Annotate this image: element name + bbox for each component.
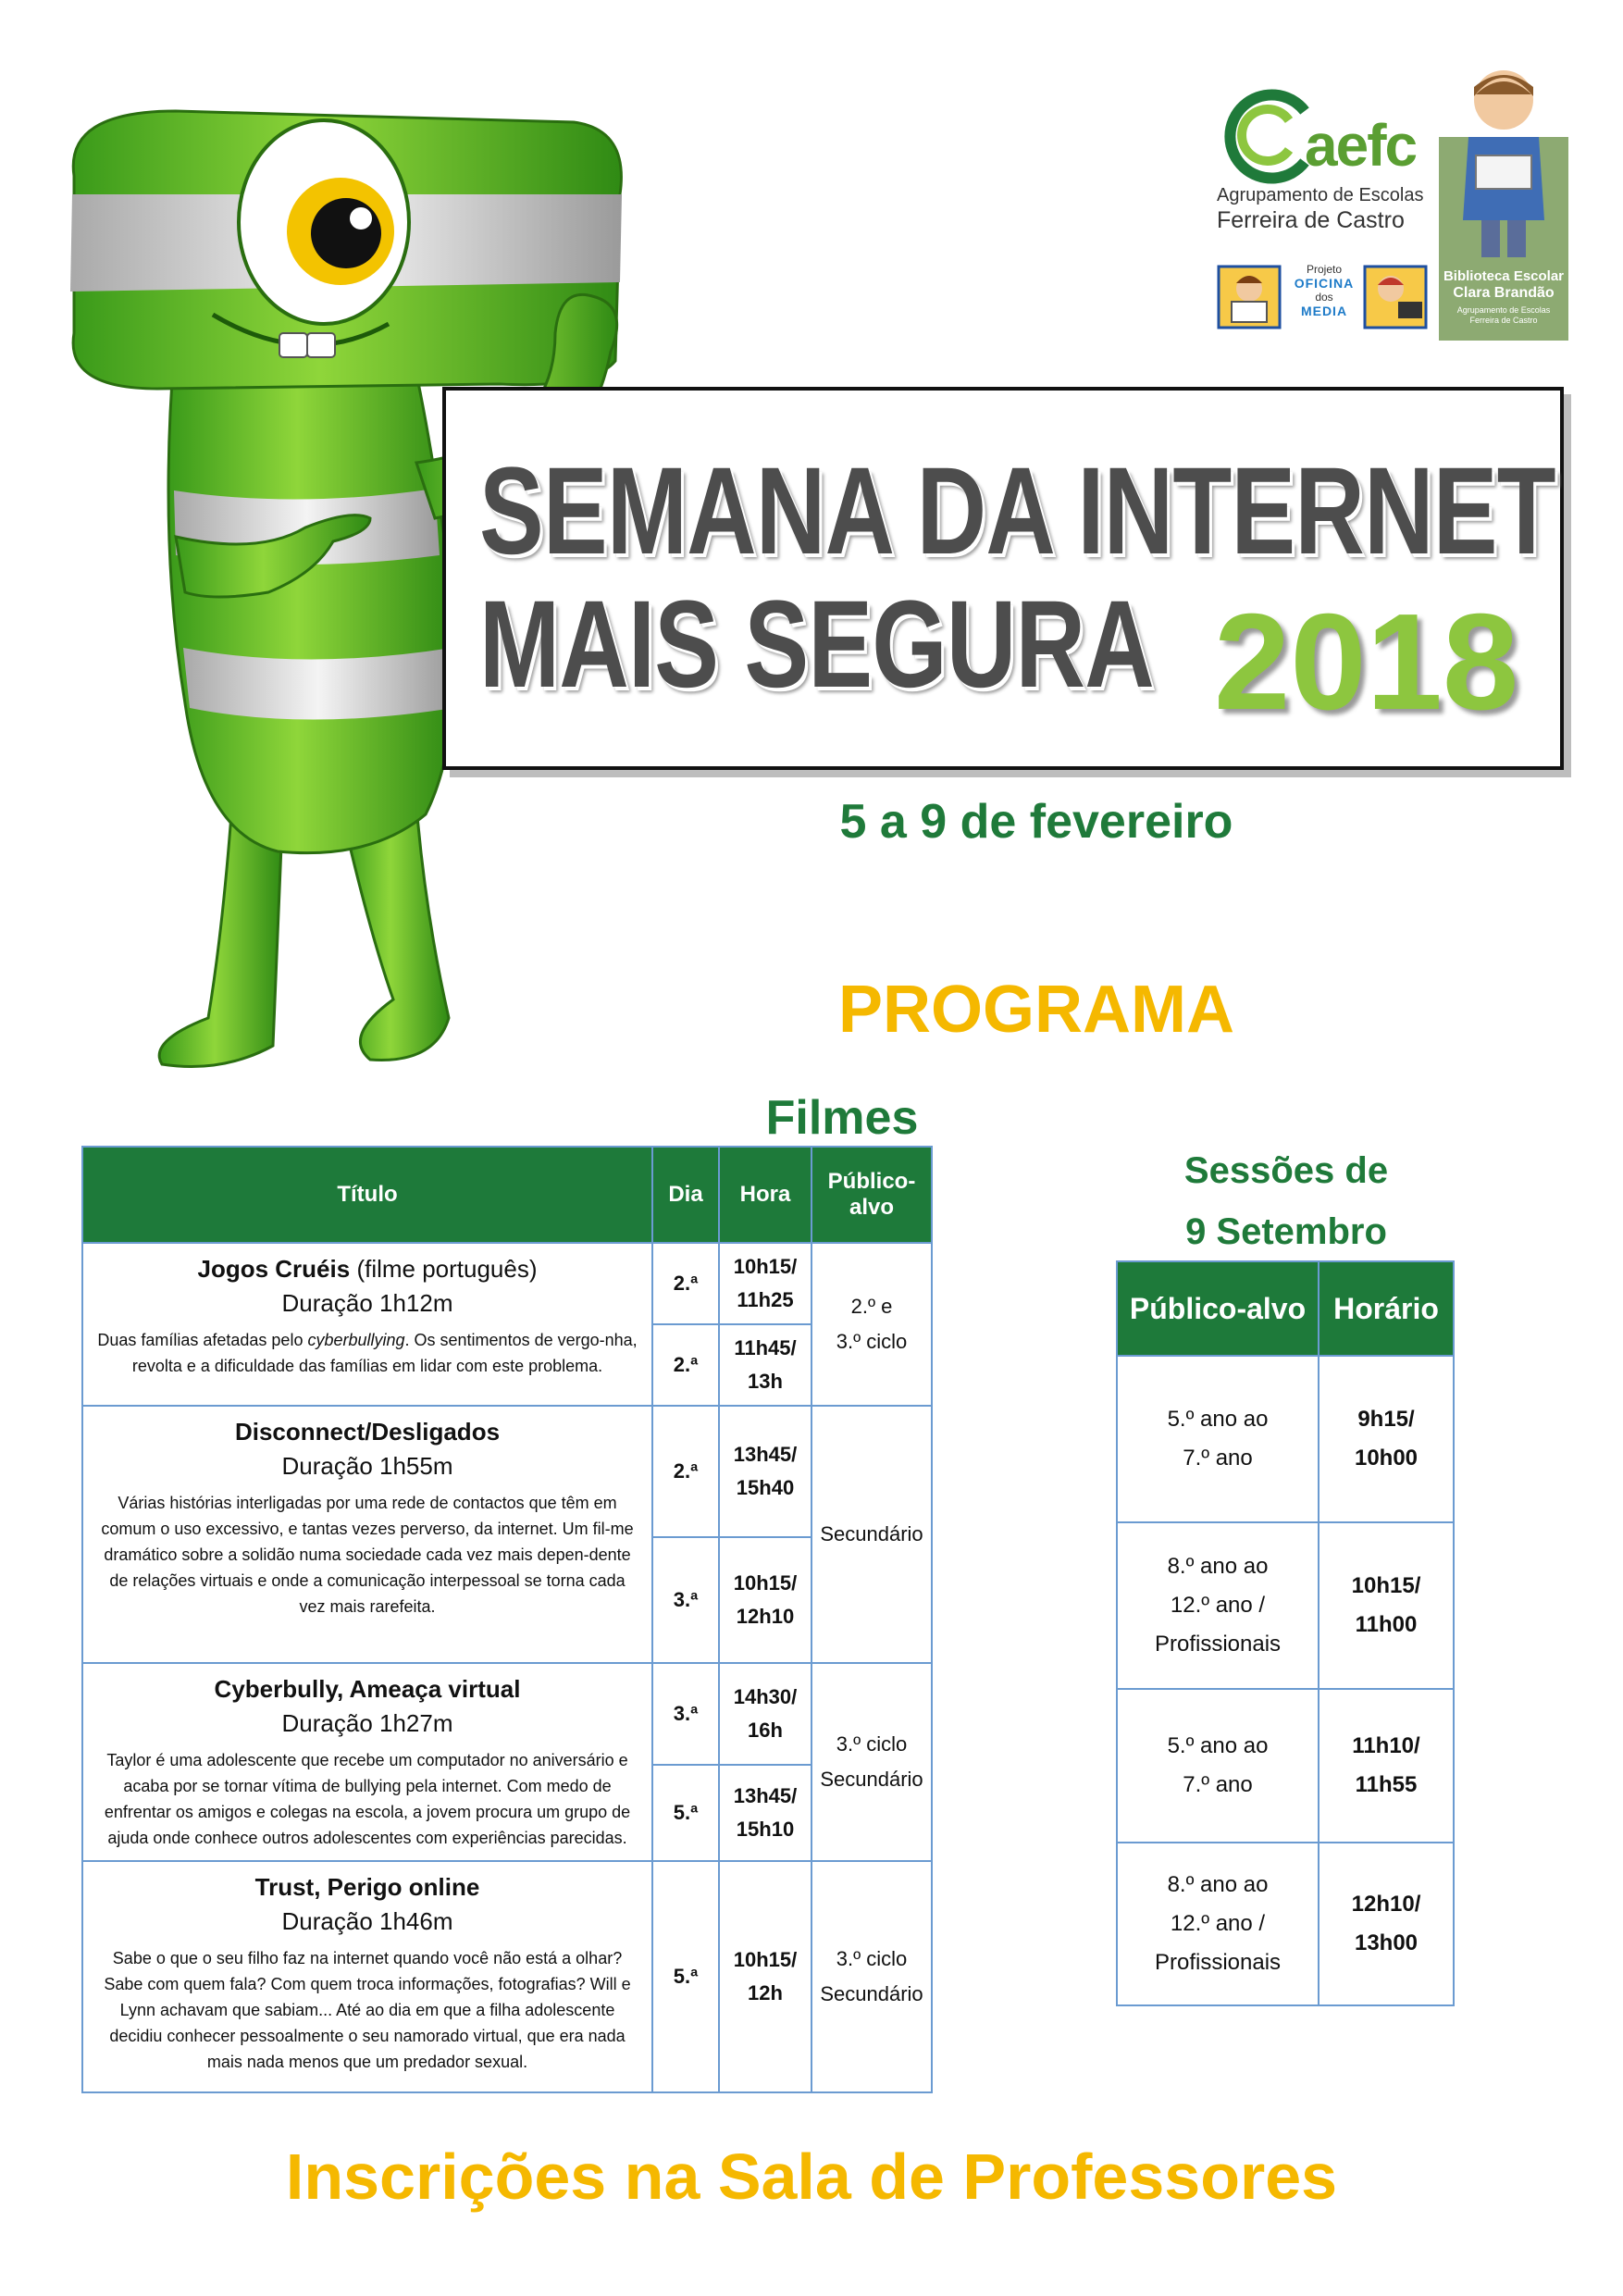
- session-day: 2.ª: [652, 1324, 719, 1406]
- session-time: 12h10/ 13h00: [1319, 1843, 1454, 2005]
- aefc-logo: [1217, 74, 1430, 236]
- title-line2: MAIS SEGURA: [479, 576, 1154, 714]
- sessoes-heading: [1101, 1140, 1471, 1262]
- film-description: [82, 1243, 652, 1406]
- reading-child-icon: [1448, 63, 1559, 267]
- biblioteca-line4: Ferreira de Castro: [1469, 316, 1538, 325]
- header-horario: Horário: [1319, 1261, 1454, 1356]
- film-title: Trust, Perigo online: [254, 1873, 480, 1901]
- film-duration: Duração 1h46m: [281, 1907, 453, 1935]
- films-header-row: [82, 1147, 932, 1243]
- session-day: 2.ª: [652, 1406, 719, 1537]
- oficina-text: [1287, 263, 1361, 318]
- film-audience: 3.º ciclo Secundário: [812, 1861, 932, 2092]
- title-line1: SEMANA DA INTERNET: [479, 442, 1555, 580]
- table-row: [1117, 1356, 1454, 1522]
- session-audience: 5.º ano ao 7.º ano: [1117, 1689, 1319, 1843]
- session-time: 13h45/ 15h40: [719, 1406, 812, 1537]
- biblioteca-line3-4: [1439, 305, 1568, 326]
- film-synopsis: Taylor é uma adolescente que recebe um computador no aniversário e acaba por se tornar vítima de bullying pela internet. Com medo de enfrentar os amigos e colegas na escola, a jovem procura um grupo de ajuda onde conhece outros adolescentes com experiências parecidas.: [104, 1751, 631, 1847]
- sessions-header-row: [1117, 1261, 1454, 1356]
- table-row: [82, 1406, 932, 1537]
- biblioteca-line2: Clara Brandão: [1453, 285, 1555, 301]
- film-title: Disconnect/Desligados: [234, 1418, 501, 1446]
- film-synopsis: Várias histórias interligadas por uma rede de contactos que têm em comum o uso excessivo, e tantas vezes perverso, da internet. Um fil-me dramático sobre a solidão numa sociedade cada vez mais depen-dente de relações virtuais e onde a comunicação interpessoal se torna cada vez mais rarefeita.: [101, 1494, 634, 1616]
- filmes-heading: Filmes: [765, 1091, 919, 1145]
- films-table: [81, 1146, 933, 2093]
- session-audience: 8.º ano ao 12.º ano / Profissionais: [1117, 1843, 1319, 2005]
- biblioteca-line1: Biblioteca Escolar: [1443, 268, 1565, 284]
- film-duration: Duração 1h27m: [281, 1709, 453, 1737]
- sessions-table: [1116, 1260, 1455, 2006]
- film-title: Cyberbully, Ameaça virtual: [214, 1675, 521, 1703]
- film-audience: 3.º ciclo Secundário: [812, 1663, 932, 1861]
- oficina-media-logo: [1217, 261, 1430, 335]
- header-dia: Dia: [652, 1147, 719, 1243]
- session-time: 13h45/ 15h10: [719, 1765, 812, 1861]
- film-audience: Secundário: [812, 1406, 932, 1663]
- header-publico-alvo: Público-alvo: [1117, 1261, 1319, 1356]
- kid-camera-icon: [1363, 265, 1428, 329]
- aefc-swirl-icon: [1217, 83, 1319, 185]
- session-time: 10h15/ 11h25: [719, 1243, 812, 1324]
- session-day: 2.ª: [652, 1243, 719, 1324]
- header-publico-line2: alvo: [849, 1195, 895, 1220]
- session-time: 10h15/ 11h00: [1319, 1522, 1454, 1689]
- session-day: 3.ª: [652, 1663, 719, 1765]
- programa-heading: PROGRAMA: [838, 973, 1234, 1047]
- session-audience: 5.º ano ao 7.º ano: [1117, 1356, 1319, 1522]
- header-hora: Hora: [719, 1147, 812, 1243]
- sessoes-heading-line2: 9 Setembro: [1185, 1211, 1387, 1252]
- session-time: 10h15/ 12h: [719, 1861, 812, 2092]
- session-day: 3.ª: [652, 1537, 719, 1663]
- film-synopsis: Sabe o que o seu filho faz na internet quando você não está a olhar? Sabe com quem fala? Com quem troca informações, fotografias? Will e Lynn achavam que sabiam... Até ao dia em que a filha adolescente decidiu conhecer pessoalmente o seu namorado virtual, que era nada mais nada menos que um predador sexual.: [104, 1949, 631, 2071]
- biblioteca-logo: [1439, 63, 1568, 341]
- session-time: 11h10/ 11h55: [1319, 1689, 1454, 1843]
- aefc-wordmark: aefc: [1305, 112, 1417, 179]
- film-description: [82, 1861, 652, 2092]
- aefc-line2: Ferreira de Castro: [1217, 207, 1405, 233]
- oficina-line3: dos: [1315, 291, 1333, 304]
- film-audience: 2.º e 3.º ciclo: [812, 1243, 932, 1406]
- session-audience: 8.º ano ao 12.º ano / Profissionais: [1117, 1522, 1319, 1689]
- footer-registration: Inscrições na Sala de Professores: [285, 2141, 1338, 2213]
- table-row: [82, 1861, 932, 2092]
- oficina-line2: OFICINA: [1294, 276, 1355, 291]
- session-time: 14h30/ 16h: [719, 1663, 812, 1765]
- session-time: 9h15/ 10h00: [1319, 1356, 1454, 1522]
- film-description: [82, 1663, 652, 1861]
- film-synopsis: Duas famílias afetadas pelo cyberbullying. Os sentimentos de vergo-nha, revolta e a dificuldade das famílias em lidar com este problema.: [97, 1331, 638, 1375]
- table-row: [82, 1243, 932, 1324]
- film-duration: Duração 1h12m: [281, 1289, 453, 1317]
- film-title: Jogos Cruéis (filme português): [197, 1255, 538, 1283]
- film-duration: Duração 1h55m: [281, 1452, 453, 1480]
- table-row: [82, 1663, 932, 1765]
- session-day: 5.ª: [652, 1861, 719, 2092]
- table-row: [1117, 1843, 1454, 2005]
- title-year: 2018: [1214, 586, 1519, 738]
- header-titulo: Título: [82, 1147, 652, 1243]
- event-dates: 5 a 9 de fevereiro: [839, 795, 1233, 849]
- header-publico-line1: Público-: [827, 1169, 916, 1194]
- title-box: [442, 387, 1564, 770]
- session-time: 10h15/ 12h10: [719, 1537, 812, 1663]
- sessoes-heading-line1: Sessões de: [1183, 1150, 1389, 1191]
- table-row: [1117, 1689, 1454, 1843]
- film-description: [82, 1406, 652, 1663]
- oficina-line1: Projeto: [1306, 263, 1343, 276]
- header-publico: [812, 1147, 932, 1243]
- session-day: 5.ª: [652, 1765, 719, 1861]
- session-time: 11h45/ 13h: [719, 1324, 812, 1406]
- table-row: [1117, 1522, 1454, 1689]
- oficina-line4: MEDIA: [1300, 304, 1348, 318]
- aefc-line1: Agrupamento de Escolas: [1217, 185, 1424, 205]
- kid-reading-icon: [1217, 265, 1282, 329]
- biblioteca-line3: Agrupamento de Escolas: [1456, 305, 1551, 315]
